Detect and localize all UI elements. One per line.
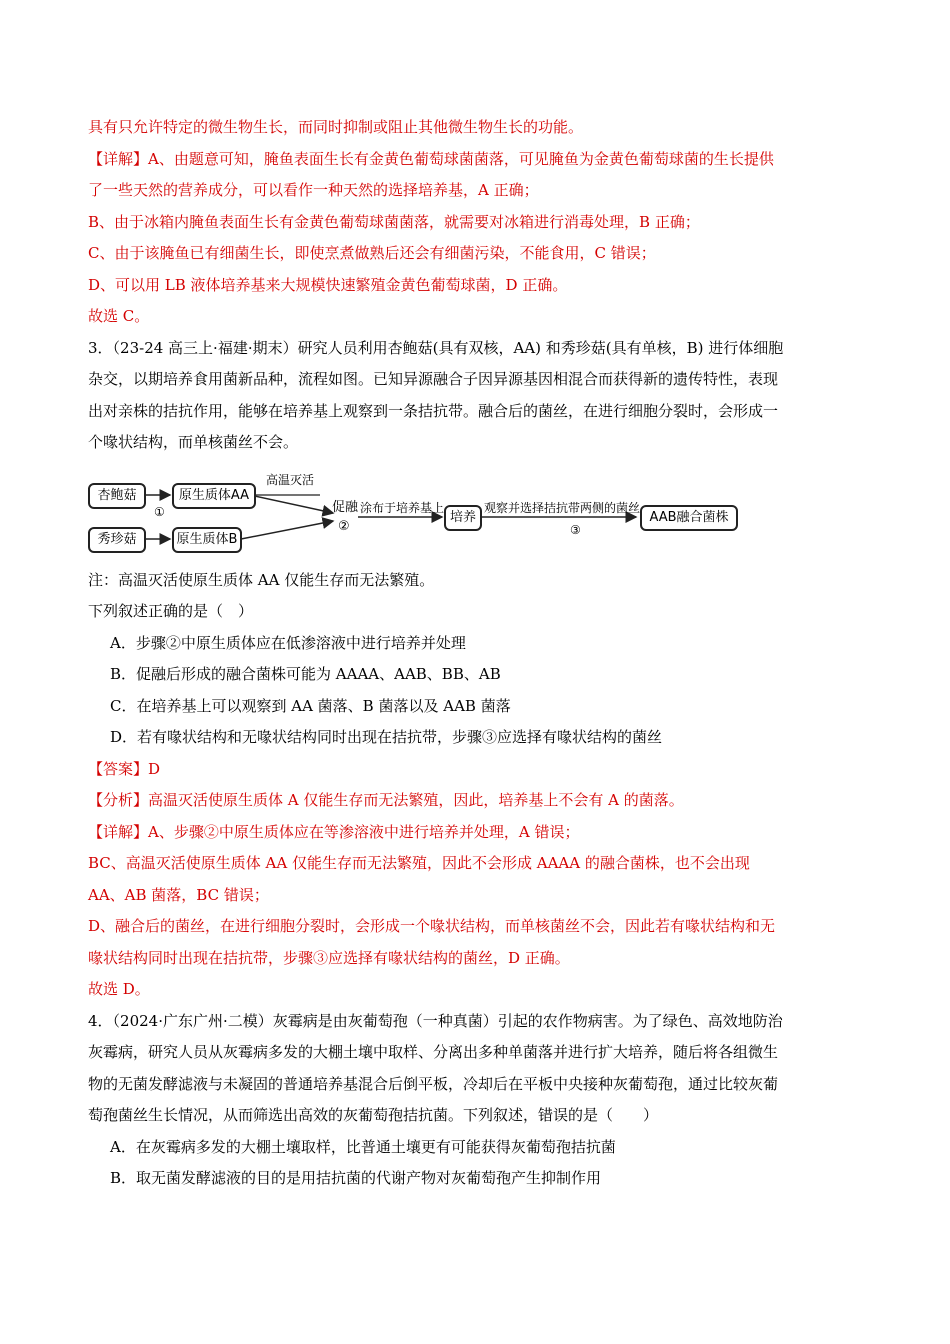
box-protoplast-b: 原生质体B	[172, 527, 242, 553]
line-text: 萄孢菌丝生长情况，从而筛选出高效的灰葡萄孢拮抗菌。下列叙述，错误的是（ ）	[88, 1106, 659, 1124]
spread-label: 涂布于培养基上	[360, 500, 445, 515]
text-line	[88, 817, 868, 849]
line-text: D	[148, 759, 161, 778]
line-text: A．步骤②中原生质体应在低渗溶液中进行培养并处理	[110, 633, 466, 652]
line-text: 杂交，以期培养食用菌新品种，流程如图。已知异源融合子因异源基因相混合而获得新的遗传特性，表现	[88, 370, 779, 388]
text-block-upper	[88, 112, 868, 459]
option-line	[88, 1163, 868, 1195]
option-line	[88, 722, 868, 754]
step1-label: ①	[154, 504, 165, 519]
option-line	[88, 691, 868, 723]
box-xiuzhengu: 秀珍菇	[88, 527, 146, 553]
text-line	[88, 175, 868, 207]
section-tag: 【答案】	[88, 759, 149, 778]
line-text: 个喙状结构，而单核菌丝不会。	[88, 433, 299, 451]
text-line	[88, 427, 868, 459]
line-text: 灰霉病，研究人员从灰霉病多发的大棚土壤中取样、分离出多种单菌落并进行扩大培养，随后将各组微生	[88, 1043, 779, 1061]
line-text: B、由于冰箱内腌鱼表面生长有金黄色葡萄球菌菌落，就需要对冰箱进行消毒处理，B 正确；	[88, 212, 700, 231]
text-line	[88, 364, 868, 396]
text-line	[88, 911, 868, 943]
flow-diagram	[88, 465, 868, 561]
text-line	[88, 112, 868, 144]
text-line	[88, 396, 868, 428]
line-text: D．若有喙状结构和无喙状结构同时出现在拮抗带，步骤③应选择有喙状结构的菌丝	[110, 728, 663, 746]
text-line	[88, 238, 868, 270]
line-text: C、由于该腌鱼已有细菌生长，即使烹煮做熟后还会有细菌污染，不能食用，C 错误；	[88, 244, 656, 262]
heat-inactivation-label: 高温灭活	[266, 472, 315, 487]
fusion-label: 促融	[332, 499, 359, 515]
section-tag: 【详解】	[88, 149, 149, 168]
line-text: 喙状结构同时出现在拮抗带，步骤③应选择有喙状结构的菌丝，D 正确。	[88, 948, 570, 967]
step2-label: ②	[338, 518, 350, 534]
line-text: D、融合后的菌丝，在进行细胞分裂时，会形成一个喙状结构，而单核菌丝不会，因此若有喙状结构和无	[88, 917, 776, 935]
option-line	[88, 628, 868, 660]
box-culture: 培养	[444, 505, 482, 531]
line-text: D、可以用 LB 液体培养基来大规模快速繁殖金黄色葡萄球菌，D 正确。	[88, 275, 568, 294]
step3-label: ③	[570, 522, 581, 537]
line-text: 故选 D。	[88, 980, 150, 998]
line-text: A、步骤②中原生质体应在等渗溶液中进行培养并处理，A 错误；	[148, 822, 580, 841]
text-line	[88, 848, 868, 880]
text-line	[88, 754, 868, 786]
text-line	[88, 1006, 868, 1038]
text-line	[88, 207, 868, 239]
text-line	[88, 943, 868, 975]
line-text: 具有只允许特定的微生物生长，而同时抑制或阻止其他微生物生长的功能。	[88, 118, 584, 136]
text-line	[88, 785, 868, 817]
text-line	[88, 880, 868, 912]
text-line	[88, 974, 868, 1006]
line-text: 出对亲株的拮抗作用，能够在培养基上观察到一条拮抗带。融合后的菌丝，在进行细胞分裂时，会形成一	[88, 401, 779, 420]
line-text: 下列叙述正确的是（ ）	[88, 602, 254, 620]
box-result-strain: AAB融合菌株	[640, 505, 738, 531]
section-tag: 【详解】	[88, 822, 149, 841]
text-line	[88, 1100, 868, 1132]
line-text: A、由题意可知，腌鱼表面生长有金黄色葡萄球菌菌落，可见腌鱼为金黄色葡萄球菌的生长提供	[148, 149, 774, 168]
text-line	[88, 565, 868, 597]
box-protoplast-aa: 原生质体AA	[172, 483, 256, 509]
text-line	[88, 144, 868, 176]
line-text: 了一些天然的营养成分，可以看作一种天然的选择培养基，A 正确；	[88, 181, 539, 199]
text-line	[88, 1037, 868, 1069]
line-text: 4．（2024·广东广州·二模）灰霉病是由灰葡萄孢（一种真菌）引起的农作物病害。为了绿色、高效地防治	[88, 1011, 783, 1030]
line-text: AA、AB 菌落，BC 错误；	[88, 885, 269, 904]
line-text: 高温灭活使原生质体 A 仅能生存而无法繁殖，因此，培养基上不会有 A 的菌落。	[148, 791, 684, 809]
document-page	[88, 112, 868, 1195]
line-text: 注：高温灭活使原生质体 AA 仅能生存而无法繁殖。	[88, 570, 435, 589]
option-line	[88, 1132, 868, 1164]
line-text: 物的无菌发酵滤液与未凝固的普通培养基混合后倒平板，冷却后在平板中央接种灰葡萄孢，通过比较灰葡	[88, 1074, 779, 1093]
line-text: 故选 C。	[88, 307, 150, 325]
line-text: BC、高温灭活使原生质体 AA 仅能生存而无法繁殖，因此不会形成 AAAA 的融合菌株，也不会出现	[88, 854, 750, 872]
box-xingbaogu: 杏鲍菇	[88, 483, 146, 509]
text-line	[88, 1069, 868, 1101]
line-text: B．取无菌发酵滤液的目的是用拮抗菌的代谢产物对灰葡萄孢产生抑制作用	[110, 1169, 602, 1187]
text-line	[88, 270, 868, 302]
section-tag: 【分析】	[88, 791, 149, 809]
text-line	[88, 596, 868, 628]
text-line	[88, 301, 868, 333]
observe-label: 观察并选择拮抗带两侧的菌丝	[484, 500, 641, 515]
line-text: A．在灰霉病多发的大棚土壤取样，比普通土壤更有可能获得灰葡萄孢拮抗菌	[110, 1137, 616, 1156]
text-block-lower	[88, 565, 868, 1195]
line-text: 3．（23-24 高三上·福建·期末）研究人员利用杏鲍菇(具有双核，AA) 和秀珍菇(具有单核，B) 进行体细胞	[88, 338, 784, 357]
line-text: B．促融后形成的融合菌株可能为 AAAA、AAB、BB、AB	[110, 665, 501, 683]
text-line	[88, 333, 868, 365]
option-line	[88, 659, 868, 691]
line-text: C．在培养基上可以观察到 AA 菌落、B 菌落以及 AAB 菌落	[110, 696, 511, 715]
